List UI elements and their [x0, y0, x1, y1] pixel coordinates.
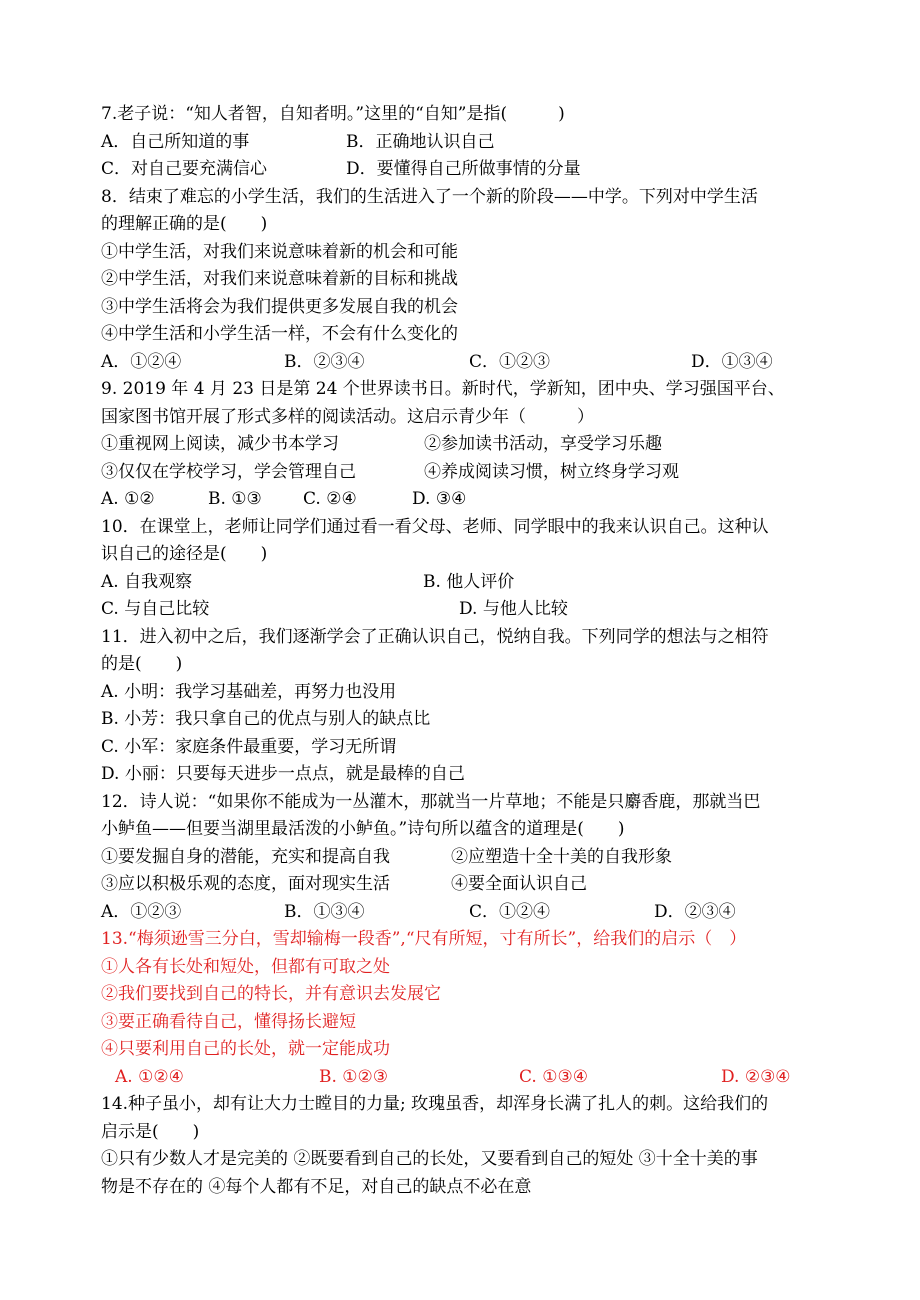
q13-statement-3: ③要正确看待自己，懂得扬长避短 — [101, 1012, 356, 1032]
q11-stem-line-2: 的是( ) — [101, 654, 183, 674]
q14-body-line-2: 物是不存在的 ④每个人都有不足，对自己的缺点不必在意 — [101, 1177, 532, 1197]
q12-option-c: C．①②④ — [469, 902, 551, 922]
q11-option-c: C. 小军：家庭条件最重要，学习无所谓 — [101, 737, 397, 757]
q8-option-d: D．①③④ — [691, 352, 773, 372]
q13-stem: 13.“梅须逊雪三分白，雪却输梅一段香”,“尺有所短，寸有所长”，给我们的启示（ ） — [101, 929, 747, 949]
q9-statement-2: ②参加读书活动，享受学习乐趣 — [424, 434, 662, 454]
q9-stem-line-2: 国家图书馆开展了形式多样的阅读活动。这启示青少年（ ） — [101, 407, 594, 427]
q7-option-c: C．对自己要充满信心 — [101, 159, 268, 179]
q11-option-a: A. 小明：我学习基础差，再努力也没用 — [101, 682, 397, 702]
q12-stem-line-2: 小鲈鱼——但要当湖里最活泼的小鲈鱼。”诗句所以蕴含的道理是( ) — [101, 819, 625, 839]
q8-option-a: A．①②④ — [101, 352, 182, 372]
q10-stem-line-2: 识自己的途径是( ) — [101, 544, 268, 564]
q12-stem-line-1: 12．诗人说：“如果你不能成为一丛灌木，那就当一片草地；不能是只麝香鹿，那就当巴 — [101, 792, 761, 812]
q13-statement-4: ④只要利用自己的长处，就一定能成功 — [101, 1039, 390, 1059]
q12-option-d: D．②③④ — [654, 902, 736, 922]
q13-option-b: B. ①②③ — [319, 1067, 389, 1087]
q10-option-d: D. 与他人比较 — [459, 599, 568, 619]
q12-statement-3: ③应以积极乐观的态度，面对现实生活 — [101, 874, 390, 894]
q13-option-d: D. ②③④ — [721, 1067, 791, 1087]
q9-stem-line-1: 9. 2019 年 4 月 23 日是第 24 个世界读书日。新时代，学新知，团中央、学习强国平台、 — [101, 379, 785, 399]
q8-stem-line-2: 的理解正确的是( ) — [101, 214, 268, 234]
q8-option-b: B．②③④ — [284, 352, 365, 372]
q12-statement-1: ①要发掘自身的潜能，充实和提高自我 — [101, 847, 390, 867]
q8-stem-line-1: 8．结束了难忘的小学生活，我们的生活进入了一个新的阶段——中学。下列对中学生活 — [101, 187, 758, 207]
q9-statement-3: ③仅仅在学校学习，学会管理自己 — [101, 462, 356, 482]
q13-option-c: C. ①③④ — [519, 1067, 588, 1087]
q10-stem-line-1: 10．在课堂上，老师让同学们通过看一看父母、老师、同学眼中的我来认识自己。这种认 — [101, 517, 769, 537]
q7-option-b: B．正确地认识自己 — [346, 132, 495, 152]
q7-option-d: D．要懂得自己所做事情的分量 — [346, 159, 581, 179]
q11-option-d: D. 小丽：只要每天进步一点点，就是最棒的自己 — [101, 764, 465, 784]
q14-stem-line-2: 启示是( ) — [101, 1122, 200, 1142]
q10-option-c: C. 与自己比较 — [101, 599, 210, 619]
q8-statement-4: ④中学生活和小学生活一样，不会有什么变化的 — [101, 324, 458, 344]
q13-statement-2: ②我们要找到自己的特长，并有意识去发展它 — [101, 984, 441, 1004]
q11-option-b: B. 小芳：我只拿自己的优点与别人的缺点比 — [101, 709, 431, 729]
q9-option-c: C. ②④ — [303, 489, 357, 509]
q14-body-line-1: ①只有少数人才是完美的 ②既要看到自己的长处，又要看到自己的短处 ③十全十美的事 — [101, 1149, 758, 1169]
q8-statement-2: ②中学生活，对我们来说意味着新的目标和挑战 — [101, 269, 458, 289]
q8-statement-3: ③中学生活将会为我们提供更多发展自我的机会 — [101, 297, 458, 317]
q13-option-a: A. ①②④ — [115, 1067, 184, 1087]
q9-option-b: B. ①③ — [208, 489, 262, 509]
q9-statement-4: ④养成阅读习惯，树立终身学习观 — [424, 462, 679, 482]
q9-option-a: A. ①② — [101, 489, 155, 509]
q14-stem-line-1: 14.种子虽小，却有让大力士瞠目的力量; 玫瑰虽香，却浑身长满了扎人的刺。这给我们的 — [101, 1094, 769, 1114]
q8-statement-1: ①中学生活，对我们来说意味着新的机会和可能 — [101, 242, 458, 262]
q10-option-b: B. 他人评价 — [423, 572, 515, 592]
q7-option-a: A．自己所知道的事 — [101, 132, 250, 152]
q9-option-d: D. ③④ — [412, 489, 467, 509]
q11-stem-line-1: 11．进入初中之后，我们逐渐学会了正确认识自己，悦纳自我。下列同学的想法与之相符 — [101, 627, 769, 647]
q12-option-b: B．①③④ — [284, 902, 365, 922]
q13-statement-1: ①人各有长处和短处，但都有可取之处 — [101, 957, 390, 977]
q12-statement-4: ④要全面认识自己 — [451, 874, 587, 894]
q7-stem: 7.老子说：“知人者智，自知者明。”这里的“自知”是指( ) — [101, 104, 565, 124]
q8-option-c: C．①②③ — [469, 352, 551, 372]
q12-option-a: A．①②③ — [101, 902, 182, 922]
q12-statement-2: ②应塑造十全十美的自我形象 — [451, 847, 672, 867]
q10-option-a: A. 自我观察 — [101, 572, 193, 592]
q9-statement-1: ①重视网上阅读，减少书本学习 — [101, 434, 339, 454]
